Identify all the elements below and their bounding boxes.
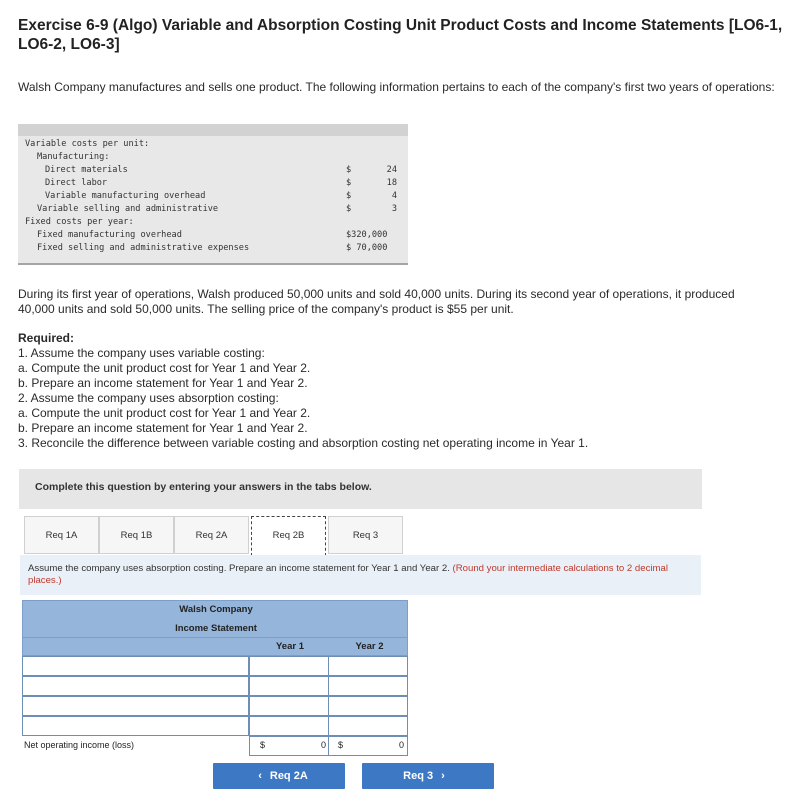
- statement-row: [22, 676, 408, 696]
- exercise-title: Exercise 6-9 (Algo) Variable and Absorption Costing Unit Product Costs and Income Statements [LO6-1, LO6-2, LO6-3]: [18, 17, 783, 53]
- required-line: a. Compute the unit product cost for Year 1 and Year 2.: [18, 406, 311, 420]
- answer-instruction-box: [20, 555, 701, 595]
- tab-req-2b[interactable]: Req 2B: [251, 516, 326, 556]
- info-row-variable-header: Variable costs per unit:: [25, 139, 150, 149]
- row-year2-input[interactable]: [328, 656, 408, 676]
- required-line: b. Prepare an income statement for Year 1 and Year 2.: [18, 376, 308, 390]
- row-year1-input[interactable]: [249, 656, 329, 676]
- next-req-button[interactable]: [362, 763, 494, 789]
- cost-info-table: [25, 138, 405, 255]
- statement-row: [22, 716, 408, 736]
- complete-instructions-box: [19, 469, 702, 509]
- net-operating-income-label: Net operating income (loss): [24, 740, 135, 750]
- info-row-variable-overhead: Variable manufacturing overhead $ 4: [45, 191, 397, 201]
- statement-header: [22, 600, 408, 638]
- info-bottom-line: [18, 263, 408, 265]
- company-name: Walsh Company: [179, 604, 253, 615]
- tab-req-1b[interactable]: Req 1B: [99, 516, 174, 554]
- info-row-variable-selling: Variable selling and administrative $ 3: [37, 204, 397, 214]
- prev-req-button[interactable]: [213, 763, 345, 789]
- info-row-fixed-header: Fixed costs per year:: [25, 217, 134, 227]
- row-year2-input[interactable]: [328, 716, 408, 736]
- info-row-manufacturing-header: Manufacturing:: [37, 152, 110, 162]
- statement-row: [22, 656, 408, 676]
- row-year1-input[interactable]: [249, 716, 329, 736]
- year2-total-value: 0: [398, 740, 404, 750]
- info-row-direct-labor: Direct labor $ 18: [45, 178, 397, 188]
- required-line: 1. Assume the company uses variable costing:: [18, 346, 265, 360]
- year2-dollar-sign: $: [338, 740, 344, 750]
- statement-column-header: [22, 638, 408, 656]
- row-label-input[interactable]: [22, 696, 249, 716]
- year1-total-value: 0: [320, 740, 326, 750]
- year2-header: Year 2: [355, 641, 384, 652]
- required-line: 3. Reconcile the difference between variable costing and absorption costing net operating income in Year 1.: [18, 436, 589, 450]
- year1-header: Year 1: [276, 641, 304, 652]
- statement-title: Income Statement: [175, 623, 257, 634]
- info-row-fixed-overhead: Fixed manufacturing overhead $320,000: [37, 230, 388, 240]
- row-label-input[interactable]: [22, 656, 249, 676]
- info-top-band: [18, 124, 408, 136]
- row-label-input[interactable]: [22, 716, 249, 736]
- rounding-note: (Round your intermediate calculations to 2 decimal places.): [28, 563, 668, 586]
- tab-req-2a[interactable]: Req 2A: [174, 516, 249, 554]
- row-year2-input[interactable]: [328, 676, 408, 696]
- year1-dollar-sign: $: [260, 740, 266, 750]
- chevron-right-icon: ›: [441, 770, 445, 782]
- tab-req-3[interactable]: Req 3: [328, 516, 403, 554]
- answer-instruction-text: [28, 563, 696, 587]
- cost-info-box: [18, 124, 408, 265]
- info-row-fixed-selling: Fixed selling and administrative expenses $ 70,000: [37, 243, 388, 253]
- required-line: a. Compute the unit product cost for Year 1 and Year 2.: [18, 361, 311, 375]
- row-label-input[interactable]: [22, 676, 249, 696]
- net-operating-income-row: [22, 736, 408, 756]
- production-paragraph: During its first year of operations, Walsh produced 50,000 units and sold 40,000 units. During its second year of operations, it produced 40,000 units and sold 50,000 units. The selling price of the company's product is $55 per unit.: [18, 287, 735, 316]
- complete-instructions-text: Complete this question by entering your answers in the tabs below.: [35, 481, 372, 493]
- required-section: [18, 331, 758, 451]
- intro-text: Walsh Company manufactures and sells one product. The following information pertains to each of the company's first two years of operations:: [18, 80, 775, 94]
- required-line: 2. Assume the company uses absorption costing:: [18, 391, 279, 405]
- row-year1-input[interactable]: [249, 696, 329, 716]
- row-year1-input[interactable]: [249, 676, 329, 696]
- prev-req-label: Req 2A: [269, 770, 308, 782]
- row-year2-input[interactable]: [328, 696, 408, 716]
- tab-req-1a[interactable]: Req 1A: [24, 516, 99, 554]
- instruction-main: Assume the company uses absorption costing. Prepare an income statement for Year 1 and Year 2.: [28, 563, 450, 574]
- required-heading: Required:: [18, 331, 75, 345]
- statement-row: [22, 696, 408, 716]
- info-row-direct-materials: Direct materials $ 24: [45, 165, 397, 175]
- required-line: b. Prepare an income statement for Year 1 and Year 2.: [18, 421, 308, 435]
- next-req-label: Req 3: [403, 770, 434, 782]
- chevron-left-icon: ‹: [258, 770, 262, 782]
